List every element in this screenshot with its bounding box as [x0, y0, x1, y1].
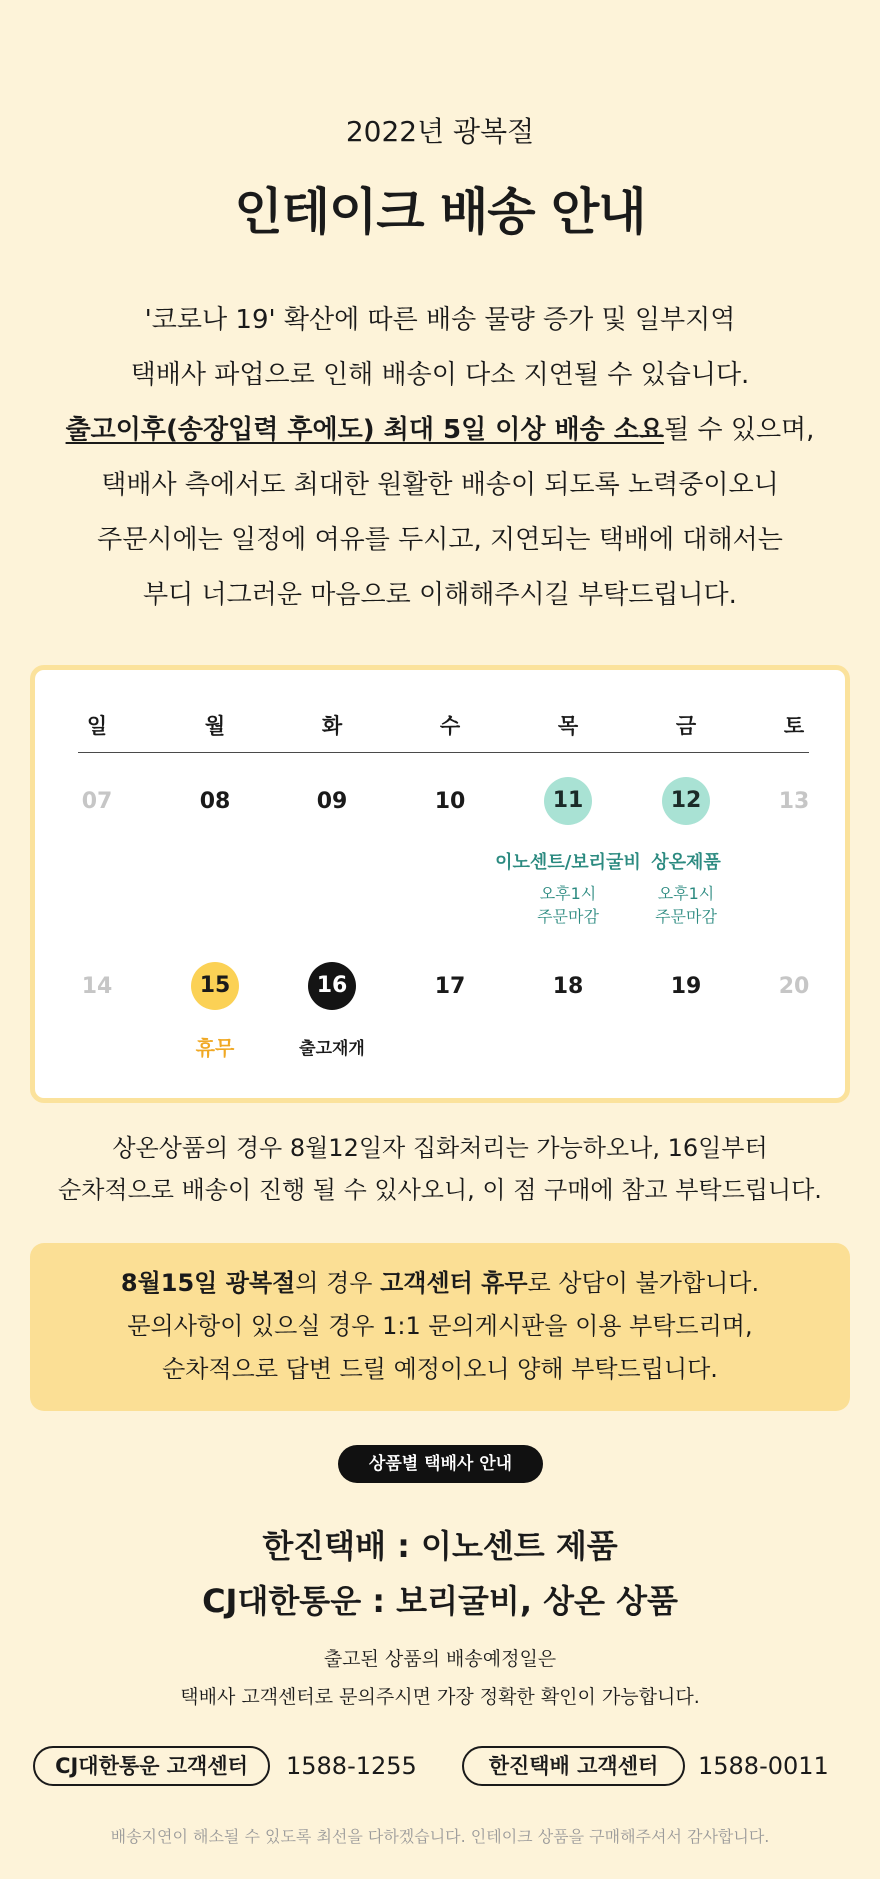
hanjin-customer-center-label: 한진택배 고객센터: [462, 1746, 685, 1786]
calendar-day-highlight: [528, 777, 608, 825]
weekday-label: 일: [86, 714, 108, 738]
weekday-label: 화: [321, 714, 343, 738]
intro-line: '코로나 19' 확산에 따른 배송 물량 증가 및 일부지역: [144, 305, 736, 335]
hanjin-phone: 1588-0011: [698, 1752, 829, 1780]
calendar-day: 18: [552, 974, 584, 999]
notice-line: 문의사항이 있으실 경우 1:1 문의게시판을 이용 부탁드리며,: [127, 1312, 753, 1340]
calendar-day: 09: [316, 789, 348, 814]
weekday-label: 목: [557, 714, 579, 738]
day-circle: 15: [191, 962, 239, 1010]
day-circle: 11: [544, 777, 592, 825]
holiday-note: 휴무: [195, 1036, 235, 1060]
calendar-week: [35, 962, 845, 1012]
intro-text: [0, 293, 880, 623]
carrier-hanjin: 한진택배 : 이노센트 제품: [262, 1527, 618, 1565]
notice-emphasis: 고객센터 휴무: [380, 1269, 528, 1297]
carrier-guide-badge: 상품별 택배사 안내: [338, 1445, 543, 1483]
weekday-label: 수: [439, 714, 461, 738]
notice-text: 로 상담이 불가합니다.: [527, 1269, 760, 1297]
calendar-day: 14: [81, 974, 113, 999]
intro-line: 택배사 파업으로 인해 배송이 다소 지연될 수 있습니다.: [130, 360, 750, 390]
day-circle: 12: [662, 777, 710, 825]
product-note-thu: 이노센트/보리굴비: [495, 852, 641, 873]
deadline-note-thu: [518, 882, 618, 928]
calendar-divider: [78, 752, 809, 753]
notice-line: [30, 1262, 850, 1305]
notice-emphasis: 8월15일 광복절: [120, 1269, 296, 1297]
intro-emphasis: 출고이후(송장입력 후에도) 최대 5일 이상 배송 소요: [65, 415, 665, 445]
page-subtitle: 2022년 광복절: [345, 115, 535, 148]
calendar-day-holiday: [175, 962, 255, 1010]
notice-line: 순차적으로 답변 드릴 예정이오니 양해 부탁드립니다.: [162, 1355, 718, 1383]
weekday-label: 금: [675, 714, 697, 738]
intro-line-rest: 될 수 있으며,: [664, 415, 815, 445]
shipping-note: [0, 1127, 880, 1211]
deadline-time: 오후1시: [539, 884, 597, 903]
footer-text: 배송지연이 해소될 수 있도록 최선을 다하겠습니다. 인테이크 상품을 구매해주셔서 감사합니다.: [110, 1827, 770, 1846]
calendar-day: 19: [670, 974, 702, 999]
deadline-label: 주문마감: [537, 907, 599, 926]
intro-line: 택배사 측에서도 최대한 원활한 배송이 되도록 노력중이오니: [101, 470, 779, 500]
weekday-label: 토: [783, 714, 805, 738]
calendar-day: 13: [778, 789, 810, 814]
carrier-cj: CJ대한통운 : 보리굴비, 상온 상품: [202, 1582, 678, 1620]
calendar-day-resume: [292, 962, 372, 1010]
carrier-info-line: 택배사 고객센터로 문의주시면 가장 정확한 확인이 가능합니다.: [180, 1686, 700, 1708]
cj-customer-center-label: CJ대한통운 고객센터: [33, 1746, 270, 1786]
intro-line: 주문시에는 일정에 여유를 두시고, 지연되는 택배에 대해서는: [97, 525, 783, 555]
calendar-day: 08: [199, 789, 231, 814]
calendar-week: [35, 777, 845, 827]
intro-line: [0, 403, 880, 458]
calendar-day: 10: [434, 789, 466, 814]
deadline-time: 오후1시: [657, 884, 715, 903]
product-note-fri: 상온제품: [651, 852, 721, 873]
carrier-info-line: 출고된 상품의 배송예정일은: [323, 1648, 557, 1670]
cj-phone: 1588-1255: [286, 1752, 417, 1780]
shipping-note-line: 순차적으로 배송이 진행 될 수 있사오니, 이 점 구매에 참고 부탁드립니다.: [58, 1176, 822, 1204]
holiday-notice-box: [30, 1243, 850, 1411]
delivery-calendar: [30, 665, 850, 1103]
calendar-day-highlight: [646, 777, 726, 825]
weekday-label: 월: [204, 714, 226, 738]
calendar-day: 20: [778, 974, 810, 999]
calendar-day: 07: [81, 789, 113, 814]
page-title: 인테이크 배송 안내: [234, 183, 646, 241]
notice-text: 의 경우: [295, 1269, 381, 1297]
deadline-label: 주문마감: [655, 907, 717, 926]
shipping-note-line: 상온상품의 경우 8월12일자 집화처리는 가능하오나, 16일부터: [112, 1134, 768, 1162]
day-circle: 16: [308, 962, 356, 1010]
carrier-info: [0, 1640, 880, 1716]
deadline-note-fri: [636, 882, 736, 928]
calendar-day: 17: [434, 974, 466, 999]
resume-note: 출고재개: [299, 1039, 365, 1059]
intro-line: 부디 너그러운 마음으로 이해해주시길 부탁드립니다.: [143, 580, 737, 610]
